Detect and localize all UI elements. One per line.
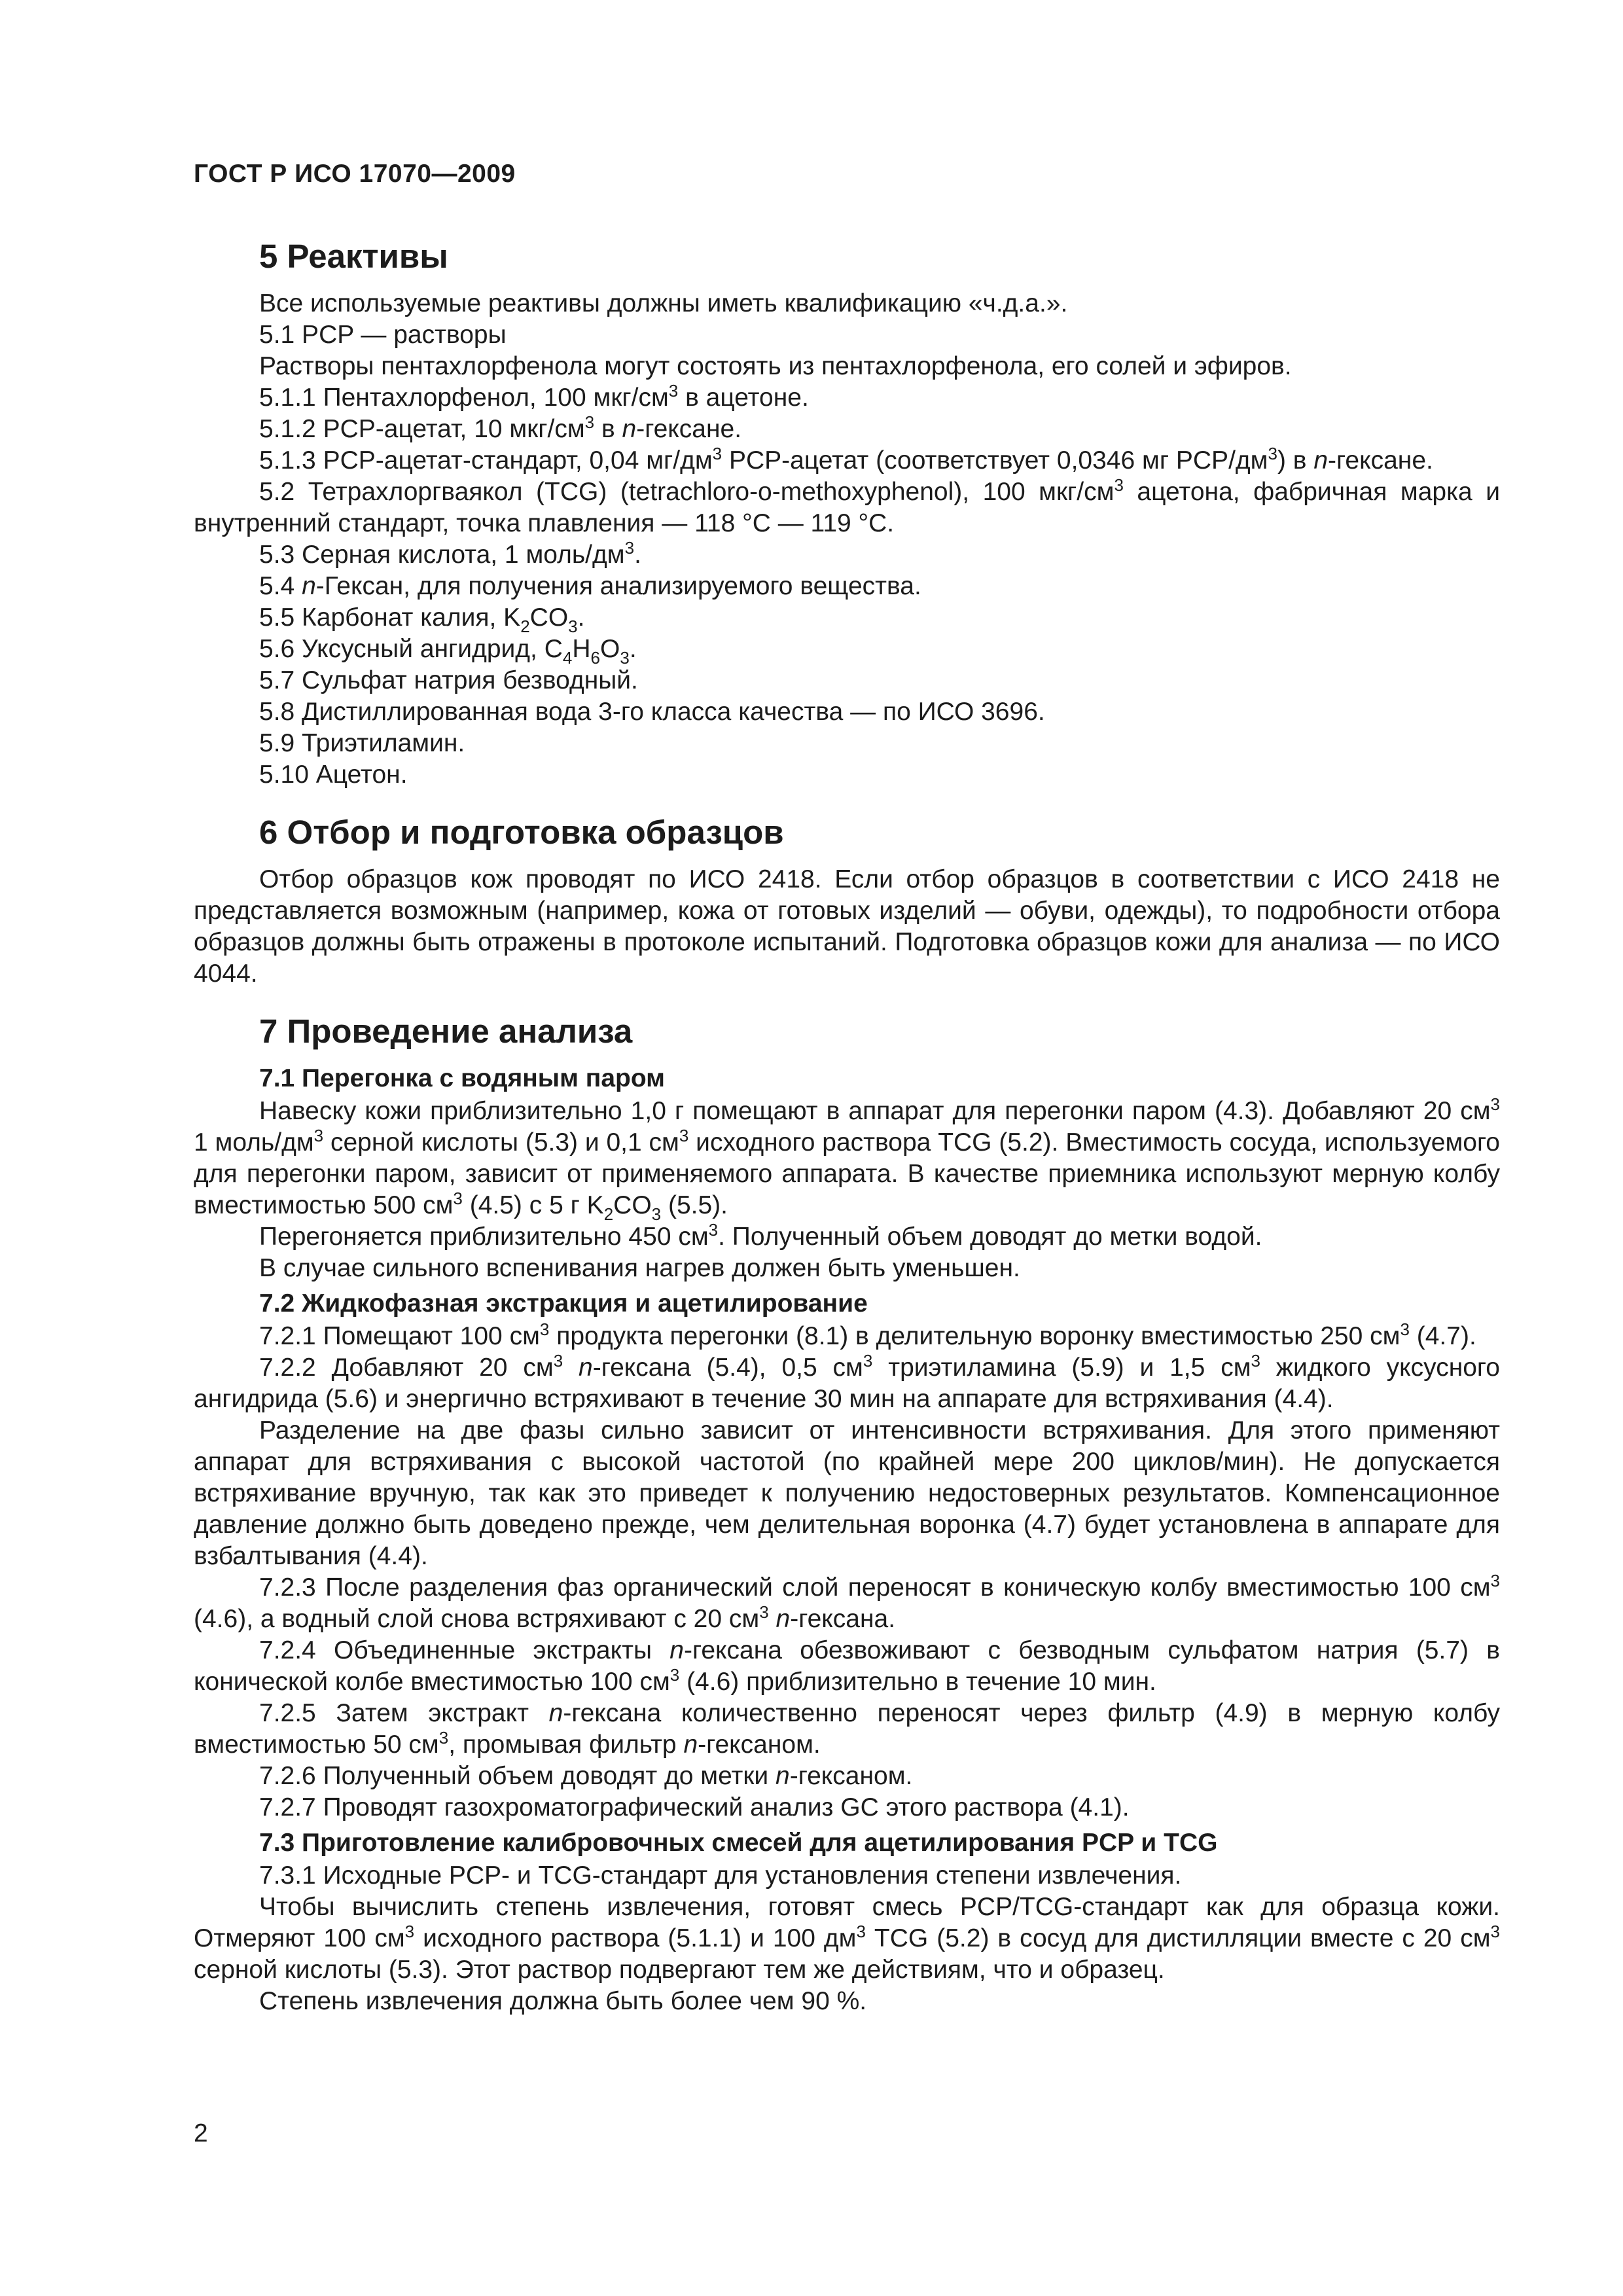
page-number: 2	[194, 2119, 208, 2147]
paragraph: 7.2.3 После разделения фаз органический слой переносят в коническую колбу вместимостью 100 $см^3$ (4.6), а водный слой снова встряхивают с 20 $см^3$ n-гексана.	[194, 1571, 1500, 1633]
paragraph: 5.7 Сульфат натрия безводный.	[259, 666, 638, 694]
paragraph: 5.2 Тетрахлоргваякол (TCG) (tetrachloro-o-methoxyphenol), 100 мкг/$см^3$ ацетона, фабричная марка и внутренний стандарт, точка плавления — 118 °C — 119 °C.	[194, 475, 1500, 537]
paragraph: 7.2.7 Проводят газохроматографический анализ GC этого раствора (4.1).	[259, 1793, 1130, 1821]
paragraph: 5.1 PCP — растворы	[259, 321, 507, 349]
paragraph: Перегоняется приблизительно 450 $см^3$. Полученный объем доводят до метки водой.	[259, 1220, 1262, 1251]
paragraph: 5.6 Уксусный ангидрид, $C_4H_6O_3$.	[259, 635, 637, 668]
subsection-title: 7.2 Жидкофазная экстракция и ацетилирование	[259, 1289, 868, 1318]
paragraph: Степень извлечения должна быть более чем 90 %.	[259, 1987, 867, 2015]
paragraph: 7.2.6 Полученный объем доводят до метки n-гексаном.	[259, 1762, 913, 1790]
paragraph: 5.3 Серная кислота, 1 моль/$дм^3$.	[259, 538, 641, 569]
paragraph: 5.5 Карбонат калия, $K_2CO_3$.	[259, 603, 585, 636]
paragraph: 7.3.1 Исходные PCP- и TCG-стандарт для установления степени извлечения.	[259, 1861, 1182, 1890]
paragraph: Чтобы вычислить степень извлечения, готовят смесь PCP/TCG-стандарт как для образца кожи. Отмеряют 100 $см^3$ исходного раствора (5.1.1) и 100 $дм^3$ TCG (5.2) в сосуд для дистилляции вместе с 20 $см^3$ серной кислоты (5.3). Этот раствор подвергают тем же действиям, что и образец.	[194, 1893, 1500, 1984]
paragraph: Разделение на две фазы сильно зависит от интенсивности встряхивания. Для этого применяют аппарат для встряхивания с высокой частотой (по крайней мере 200 циклов/мин). Не допускается встряхивание вручную, так как это приведет к получению недостоверных результатов. Компенсационное давление должно быть доведено прежде, чем делительная воронка (4.7) будет установлена в аппарате для взбалтывания (4.4).	[194, 1416, 1500, 1570]
document-body	[194, 237, 1500, 2017]
paragraph: В случае сильного вспенивания нагрев должен быть уменьшен.	[259, 1254, 1020, 1282]
section-title: 7 Проведение анализа	[259, 1013, 633, 1050]
document-id-header: ГОСТ Р ИСО 17070—2009	[194, 160, 516, 188]
paragraph: 7.2.5 Затем экстракт n-гексана количественно переносят через фильтр (4.9) в мерную колбу вместимостью 50 $см^3$, промывая фильтр n-гексаном.	[194, 1699, 1500, 1759]
paragraph: Отбор образцов кож проводят по ИСО 2418. Если отбор образцов в соответствии с ИСО 2418 не представляется возможным (например, кожа от готовых изделий — обуви, одежды), то подробности отбора образцов должны быть отражены в протоколе испытаний. Подготовка образцов кожи для анализа — по ИСО 4044.	[194, 865, 1500, 988]
paragraph: 5.1.3 PCP-ацетат-стандарт, 0,04 $мг/дм^3$ PCP-ацетат (соответствует 0,0346 мг PCP/$дм^3$) в n-гексане.	[259, 444, 1433, 475]
paragraph: 5.9 Триэтиламин.	[259, 729, 465, 757]
paragraph: 5.8 Дистиллированная вода 3-го класса качества — по ИСО 3696.	[259, 698, 1045, 726]
paragraph: Все используемые реактивы должны иметь квалификацию «ч.д.а.».	[259, 289, 1068, 317]
paragraph: 7.2.4 Объединенные экстракты n-гексана обезвоживают с безводным сульфатом натрия (5.7) в конической колбе вместимостью 100 $см^3$ (4.6) приблизительно в течение 10 мин.	[194, 1636, 1501, 1696]
paragraph: Навеску кожи приблизительно 1,0 г помещают в аппарат для перегонки паром (4.3). Добавляют 20 $см^3$ 1 моль/$дм^3$ серной кислоты (5.3) и 0,1 $см^3$ исходного раствора TCG (5.2). Вместимость сосуда, используемого для перегонки паром, зависит от применяемого аппарата. В качестве приемника используют мерную колбу вместимостью 500 $см^3$ (4.5) с 5 г $K_2CO_3$ (5.5).	[194, 1094, 1501, 1224]
paragraph: 7.2.1 Помещают 100 $см^3$ продукта перегонки (8.1) в делительную воронку вместимостью 250 $см^3$ (4.7).	[259, 1319, 1476, 1350]
section-title: 6 Отбор и подготовка образцов	[259, 814, 784, 851]
paragraph: 5.1.2 PCP-ацетат, 10 мкг/$см^3$ в n-гексане.	[259, 412, 742, 443]
subsection-title: 7.1 Перегонка с водяным паром	[259, 1064, 666, 1092]
section-title: 5 Реактивы	[259, 238, 448, 275]
paragraph: Растворы пентахлорфенола могут состоять из пентахлорфенола, его солей и эфиров.	[259, 352, 1292, 380]
paragraph: 5.4 n-Гексан, для получения анализируемого вещества.	[259, 572, 921, 600]
paragraph: 7.2.2 Добавляют 20 $см^3$ n-гексана (5.4), 0,5 $см^3$ триэтиламина (5.9) и 1,5 $см^3$ жидкого уксусного ангидрида (5.6) и энергично встряхивают в течение 30 мин на аппарате для встряхивания (4.4).	[194, 1351, 1500, 1413]
paragraph: 5.10 Ацетон.	[259, 761, 408, 789]
paragraph: 5.1.1 Пентахлорфенол, 100 мкг/$см^3$ в ацетоне.	[259, 381, 809, 412]
subsection-title: 7.3 Приготовление калибровочных смесей для ацетилирования PCP и TCG	[259, 1829, 1218, 1857]
